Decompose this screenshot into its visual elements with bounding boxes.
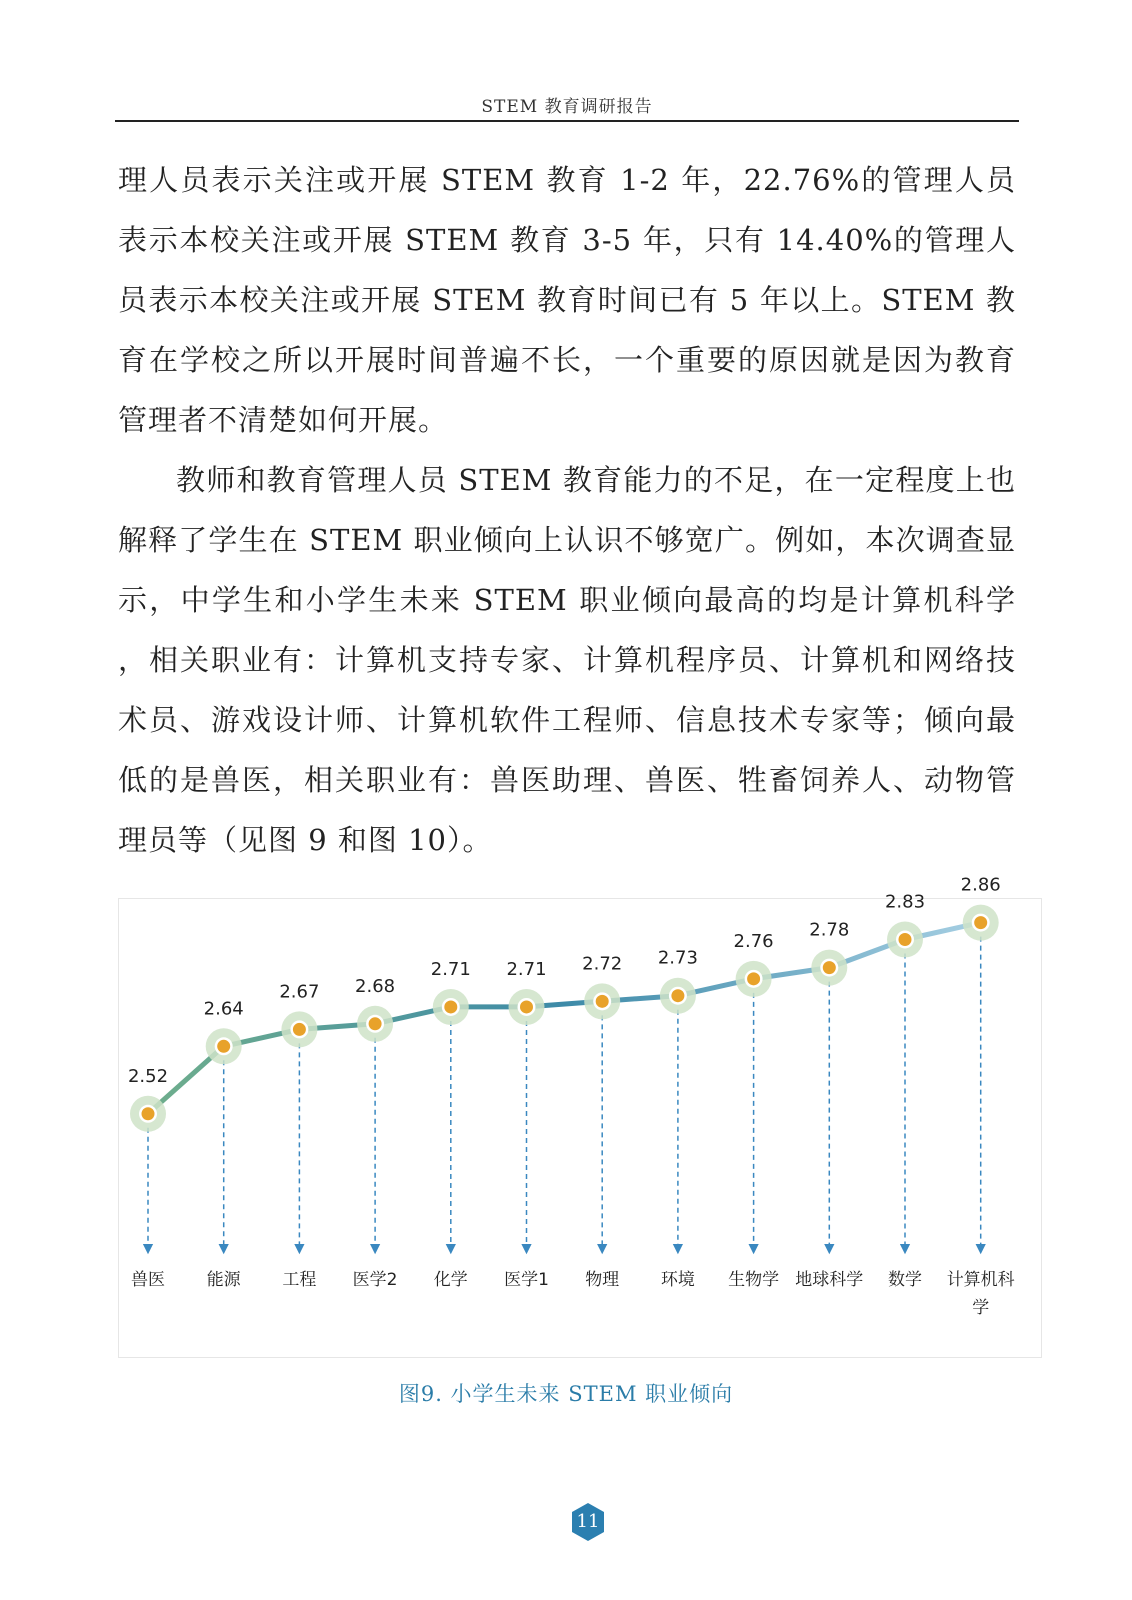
header-rule	[115, 120, 1019, 122]
category-label: 地球科学	[795, 1270, 864, 1290]
data-label: 2.68	[355, 975, 396, 997]
data-label: 2.76	[733, 930, 774, 952]
data-label: 2.73	[657, 947, 698, 969]
category-label: 能源	[206, 1270, 241, 1290]
data-label: 2.86	[960, 874, 1001, 896]
category-label: 计算机科学	[946, 1270, 1015, 1318]
data-point	[444, 1000, 457, 1013]
data-label: 2.64	[203, 998, 244, 1020]
line-chart	[119, 874, 1041, 1357]
category-label: 医学2	[352, 1270, 398, 1290]
data-point	[520, 1000, 533, 1013]
data-point	[974, 916, 987, 929]
category-label: 物理	[585, 1270, 620, 1290]
data-label: 2.71	[506, 958, 547, 980]
series-line	[148, 923, 981, 1114]
page-number: 11	[576, 1511, 600, 1532]
data-point	[596, 995, 609, 1008]
data-label: 2.71	[430, 958, 471, 980]
data-point	[747, 972, 760, 985]
data-point	[142, 1107, 155, 1120]
data-label: 2.83	[884, 891, 926, 913]
data-point	[293, 1023, 306, 1036]
paragraph-1: 理人员表示关注或开展 STEM 教育 1-2 年，22.76%的管理人员表示本校关注或开展 STEM 教育 3-5 年，只有 14.40%的管理人员表示本校关注或开展 STEM 教育时间已有 5 年以上。STEM 教育在学校之所以开展时间普遍不长，一个重要的原因就是因为教育管理者不清楚如何开展。	[118, 163, 1016, 437]
data-label: 2.67	[279, 981, 320, 1003]
page-header: STEM 教育调研报告	[481, 97, 653, 117]
category-label: 生物学	[728, 1270, 780, 1290]
figure-caption: 图9. 小学生未来 STEM 职业倾向	[398, 1382, 734, 1406]
category-label: 环境	[660, 1270, 695, 1290]
chart-frame	[118, 874, 1042, 1358]
data-label: 2.78	[809, 919, 850, 941]
data-point	[369, 1017, 382, 1030]
category-label: 工程	[282, 1270, 317, 1290]
data-label: 2.72	[582, 953, 623, 975]
paragraph-2: 教师和教育管理人员 STEM 教育能力的不足，在一定程度上也解释了学生在 STEM 职业倾向上认识不够宽广。例如，本次调查显示，中学生和小学生未来 STEM 职业倾向最高的均是计算机科学 ，相关职业有：计算机支持专家、计算机程序员、计算机和网络技术员、游戏设计师、计算机软件工程师、信息技术专家等；倾向最低的是兽医，相关职业有：兽医助理、兽医、牲畜饲养人、动物管理员等（见图 9 和图 10）。	[118, 463, 1016, 857]
data-point	[823, 961, 836, 974]
category-label: 兽医	[131, 1270, 165, 1290]
body-text	[118, 150, 1016, 870]
data-point	[217, 1040, 230, 1053]
data-point	[899, 933, 912, 946]
data-point	[671, 989, 684, 1002]
category-label: 化学	[433, 1270, 468, 1290]
page-number-badge	[570, 1502, 606, 1542]
category-label: 数学	[888, 1270, 922, 1290]
category-label: 医学1	[504, 1270, 549, 1290]
data-label: 2.52	[127, 1065, 169, 1087]
